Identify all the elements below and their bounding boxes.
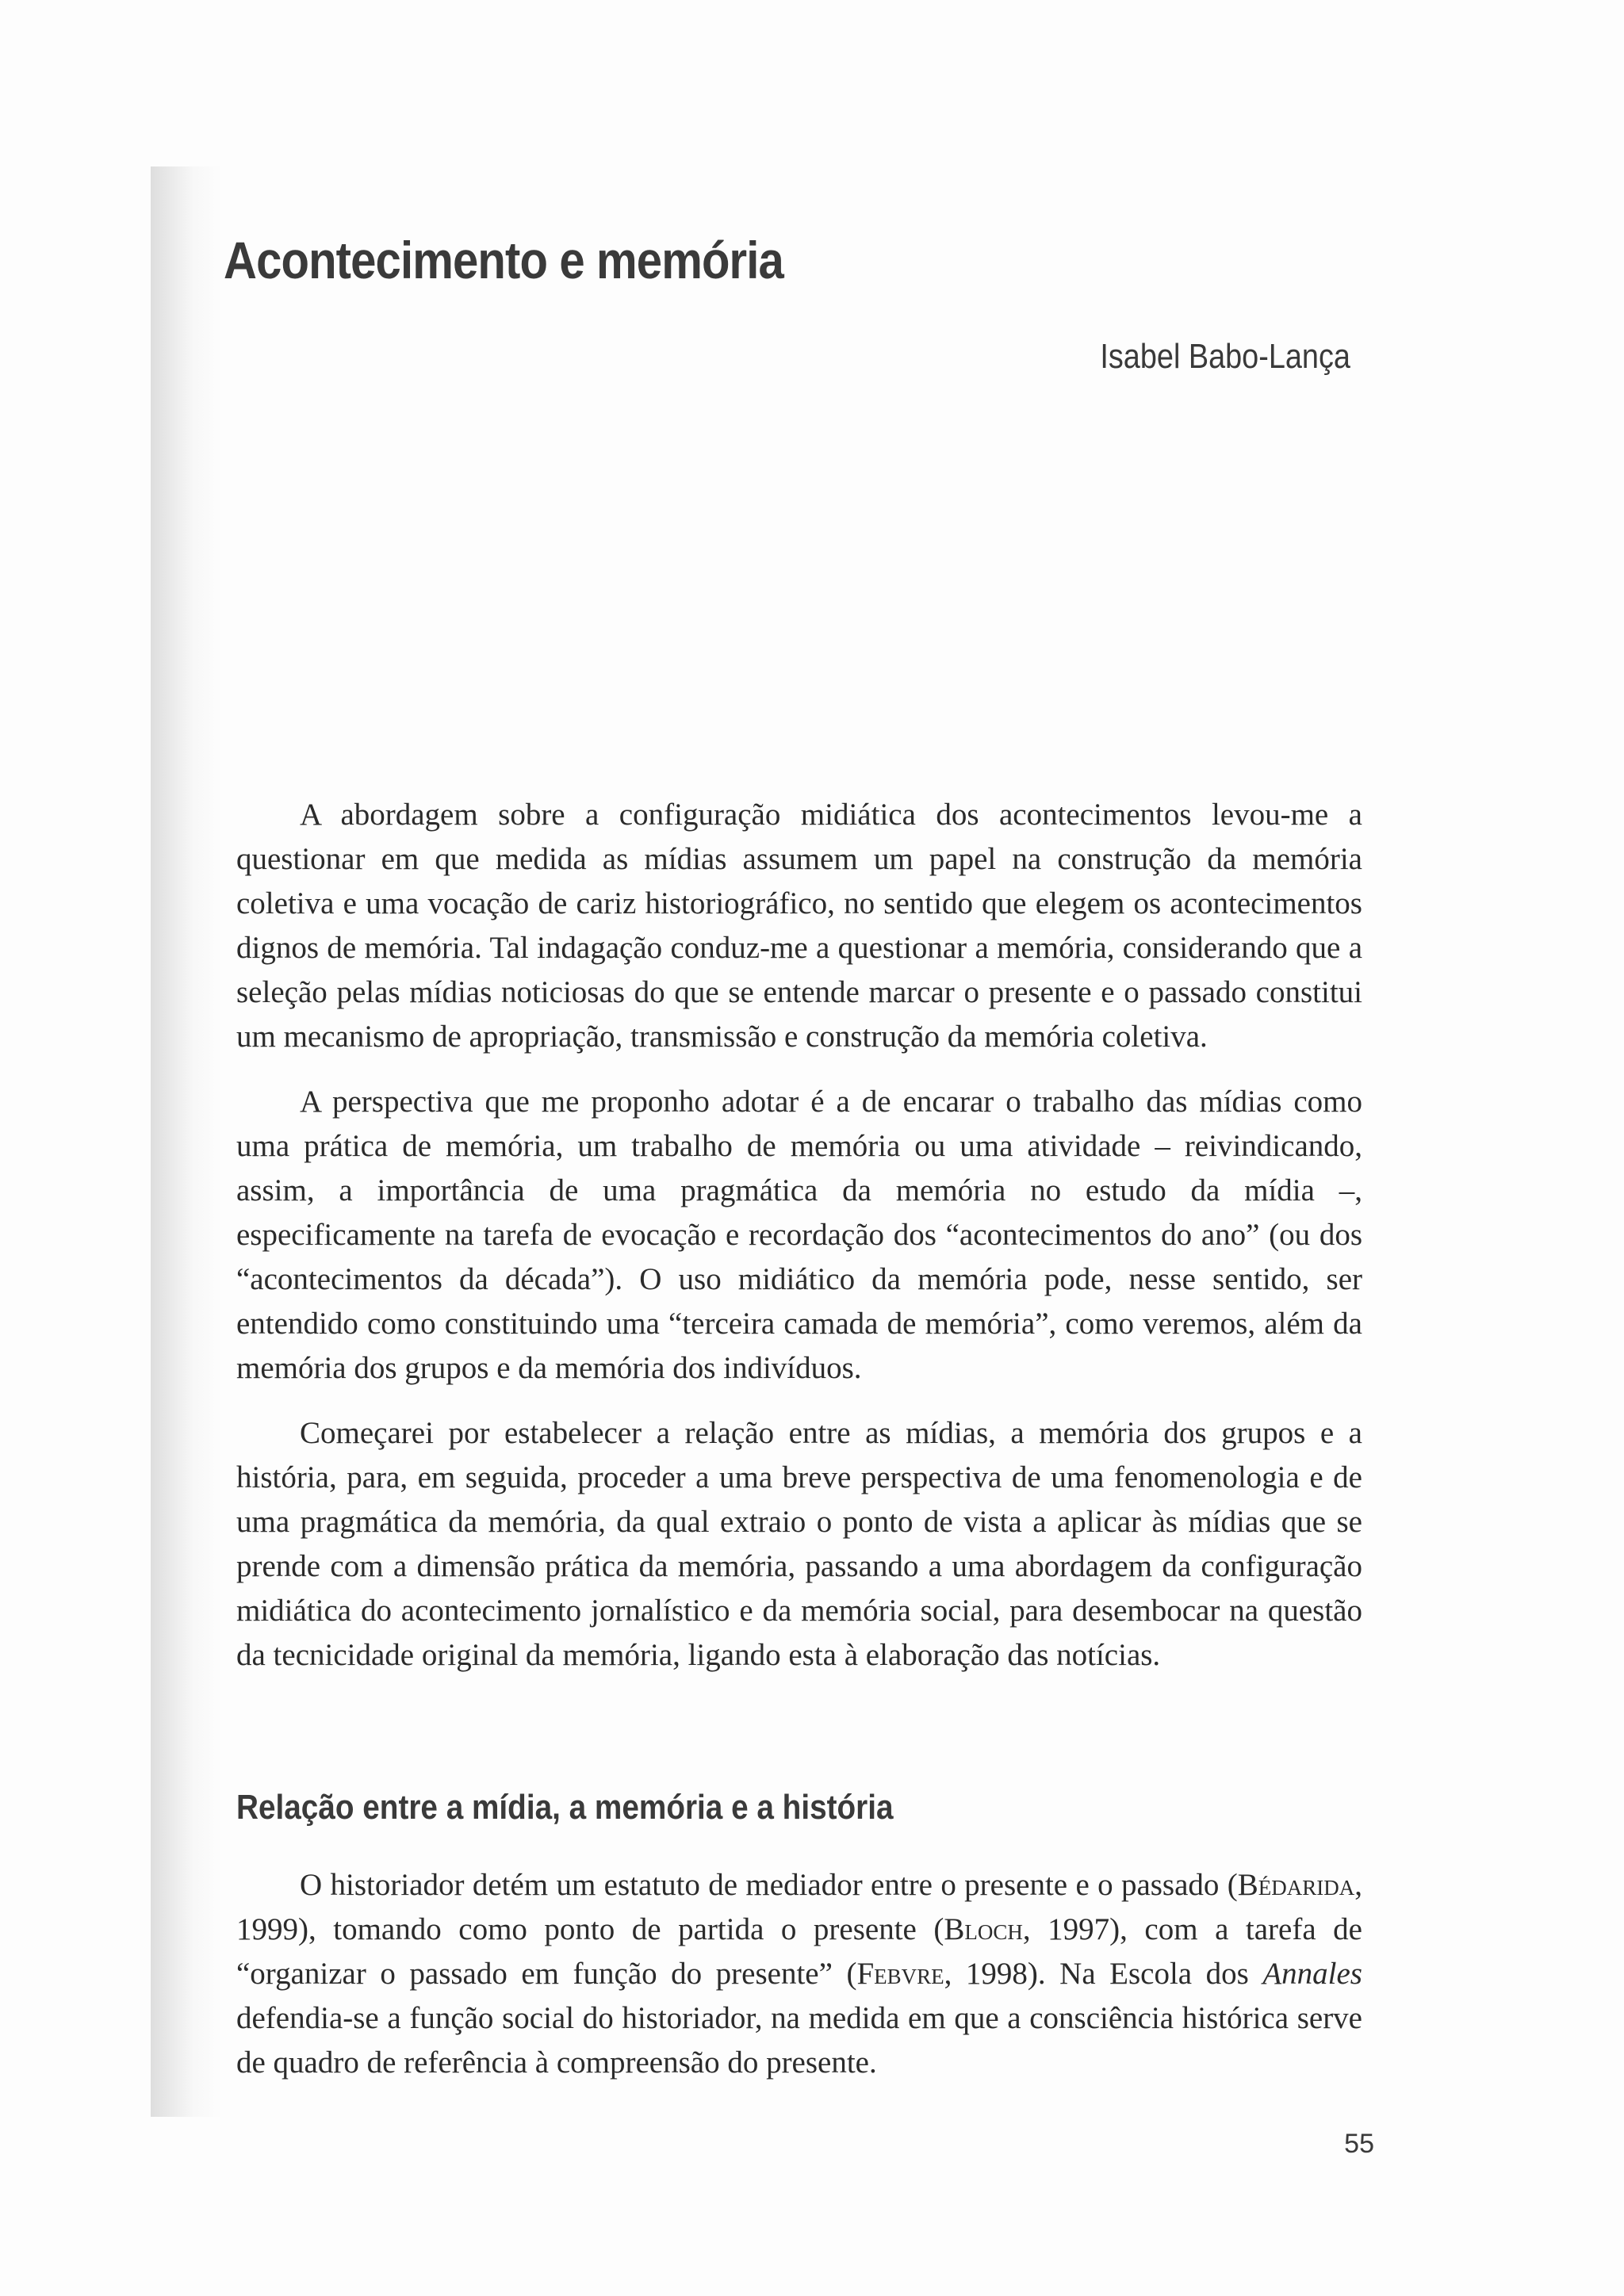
text-run: O historiador detém um estatuto de mediador entre o presente e o passado ( <box>300 1868 1238 1902</box>
text-run: , 1999), tomando como ponto de partida o presente ( <box>236 1868 1362 1946</box>
italic-annales: Annales <box>1262 1957 1362 1991</box>
citation-bloch: Bloch <box>944 1912 1023 1946</box>
paragraph-1: A abordagem sobre a configuração midiática dos acontecimentos levou-me a questionar em que medida as mídias assumem um papel na construção da memória coletiva e uma vocação de cariz historiográfico, no sentido que elegem os acontecimentos dignos de memória. Tal indagação conduz-me a questionar a memória, considerando que a seleção pelas mídias noticiosas do que se entende marcar o presente e o passado constitui um mecanismo de apropriação, transmissão e construção da memória coletiva. <box>236 798 1362 1054</box>
spine-shadow <box>151 166 222 2117</box>
intro-text <box>236 793 1362 1698</box>
section-paragraph-1 <box>236 1863 1362 2085</box>
paragraph-2: A perspectiva que me proponho adotar é a de encarar o trabalho das mídias como uma prática de memória, um trabalho de memória ou uma atividade – reivindicando, assim, a importância de uma pragmática da memória no estudo da mídia –, especificamente na tarefa de evocação e recordação dos “acontecimentos do ano” (ou dos “acontecimentos da década”). O uso midiático da memória pode, nesse sentido, ser entendido como constituindo uma “terceira camada de memória”, como veremos, além da memória dos grupos e da memória dos indivíduos. <box>236 1085 1362 1385</box>
text-run: , 1997), com a tarefa de “organizar o passado em função do presente” ( <box>236 1912 1362 1991</box>
page-number: 55 <box>1344 2129 1374 2159</box>
citation-bedarida: Bédarida <box>1237 1868 1355 1902</box>
text-run: defendia-se a função social do historiador, na medida em que a consciência histórica serve de quadro de referência à compreensão do presente. <box>236 2001 1362 2080</box>
section-text <box>236 1863 1362 2106</box>
section-heading: Relação entre a mídia, a memória e a história <box>236 1788 894 1827</box>
chapter-title: Acontecimento e memória <box>224 231 783 289</box>
citation-febvre: Febvre <box>856 1957 944 1991</box>
chapter-author: Isabel Babo-Lança <box>1100 337 1350 376</box>
paragraph-3: Começarei por estabelecer a relação entre as mídias, a memória dos grupos e a história, para, em seguida, proceder a uma breve perspectiva de uma fenomenologia e de uma pragmática da memória, da qual extraio o ponto de vista a aplicar às mídias que se prende com a dimensão prática da memória, passando a uma abordagem da configuração midiática do acontecimento jornalístico e da memória social, para desembocar na questão da tecnicidade original da memória, ligando esta à elaboração das notícias. <box>236 1416 1362 1672</box>
text-run: , 1998). Na Escola dos <box>944 1957 1263 1991</box>
